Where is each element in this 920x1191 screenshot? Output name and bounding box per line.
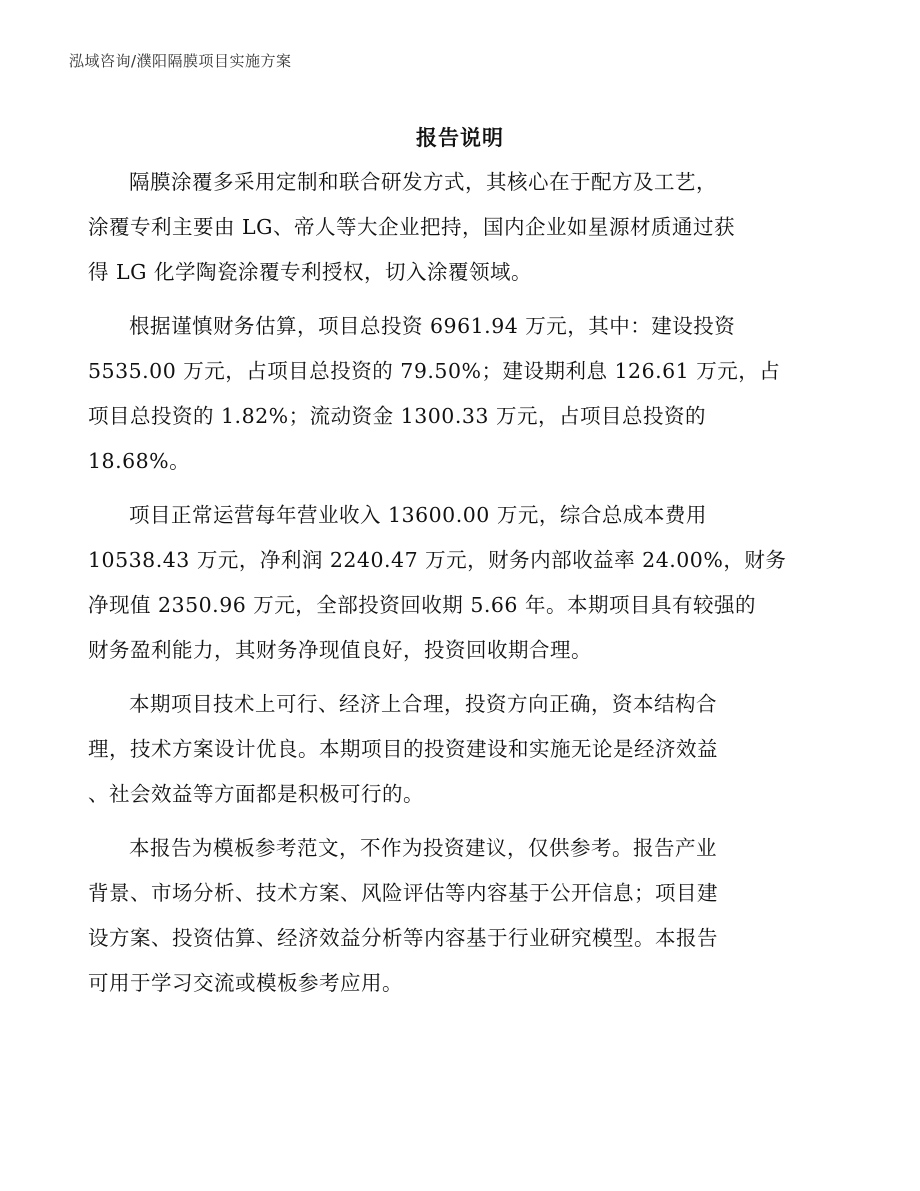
text-line: 得 LG 化学陶瓷涂覆专利授权，切入涂覆领域。 — [88, 260, 533, 284]
text-line: 隔膜涂覆多采用定制和联合研发方式，其核心在于配方及工艺， — [129, 170, 717, 194]
running-header: 泓域咨询/濮阳隔膜项目实施方案 — [69, 52, 292, 70]
text-line: 本期项目技术上可行、经济上合理，投资方向正确，资本结构合 — [129, 692, 717, 716]
text-line: 本报告为模板参考范文，不作为投资建议，仅供参考。报告产业 — [129, 836, 717, 860]
text-line: 理，技术方案设计优良。本期项目的投资建设和实施无论是经济效益 — [88, 737, 718, 761]
text-line: 背景、市场分析、技术方案、风险评估等内容基于公开信息；项目建 — [88, 881, 718, 905]
paragraph-disclaimer — [88, 826, 828, 1006]
text-line: 10538.43 万元，净利润 2240.47 万元，财务内部收益率 24.00%，财务 — [88, 548, 787, 572]
text-line: 设方案、投资估算、经济效益分析等内容基于行业研究模型。本报告 — [88, 926, 718, 950]
text-line: 5535.00 万元，占项目总投资的 79.50%；建设期利息 126.61 万元，占 — [88, 359, 781, 383]
paragraph-coating-overview — [88, 160, 828, 295]
text-line: 、社会效益等方面都是积极可行的。 — [88, 782, 424, 806]
paragraph-feasibility — [88, 682, 828, 817]
paragraph-investment-estimate — [88, 304, 828, 484]
paragraph-financial-performance — [88, 493, 828, 673]
text-line: 涂覆专利主要由 LG、帝人等大企业把持，国内企业如星源材质通过获 — [88, 215, 736, 239]
text-line: 项目总投资的 1.82%；流动资金 1300.33 万元，占项目总投资的 — [88, 404, 706, 428]
text-line: 根据谨慎财务估算，项目总投资 6961.94 万元，其中：建设投资 — [129, 314, 736, 338]
text-line: 财务盈利能力，其财务净现值良好，投资回收期合理。 — [88, 638, 592, 662]
text-line: 18.68%。 — [88, 449, 191, 473]
document-title: 报告说明 — [416, 126, 504, 150]
document-body — [88, 160, 828, 1006]
text-line: 净现值 2350.96 万元，全部投资回收期 5.66 年。本期项目具有较强的 — [88, 593, 756, 617]
text-line: 可用于学习交流或模板参考应用。 — [88, 971, 403, 995]
text-line: 项目正常运营每年营业收入 13600.00 万元，综合总成本费用 — [129, 503, 707, 527]
